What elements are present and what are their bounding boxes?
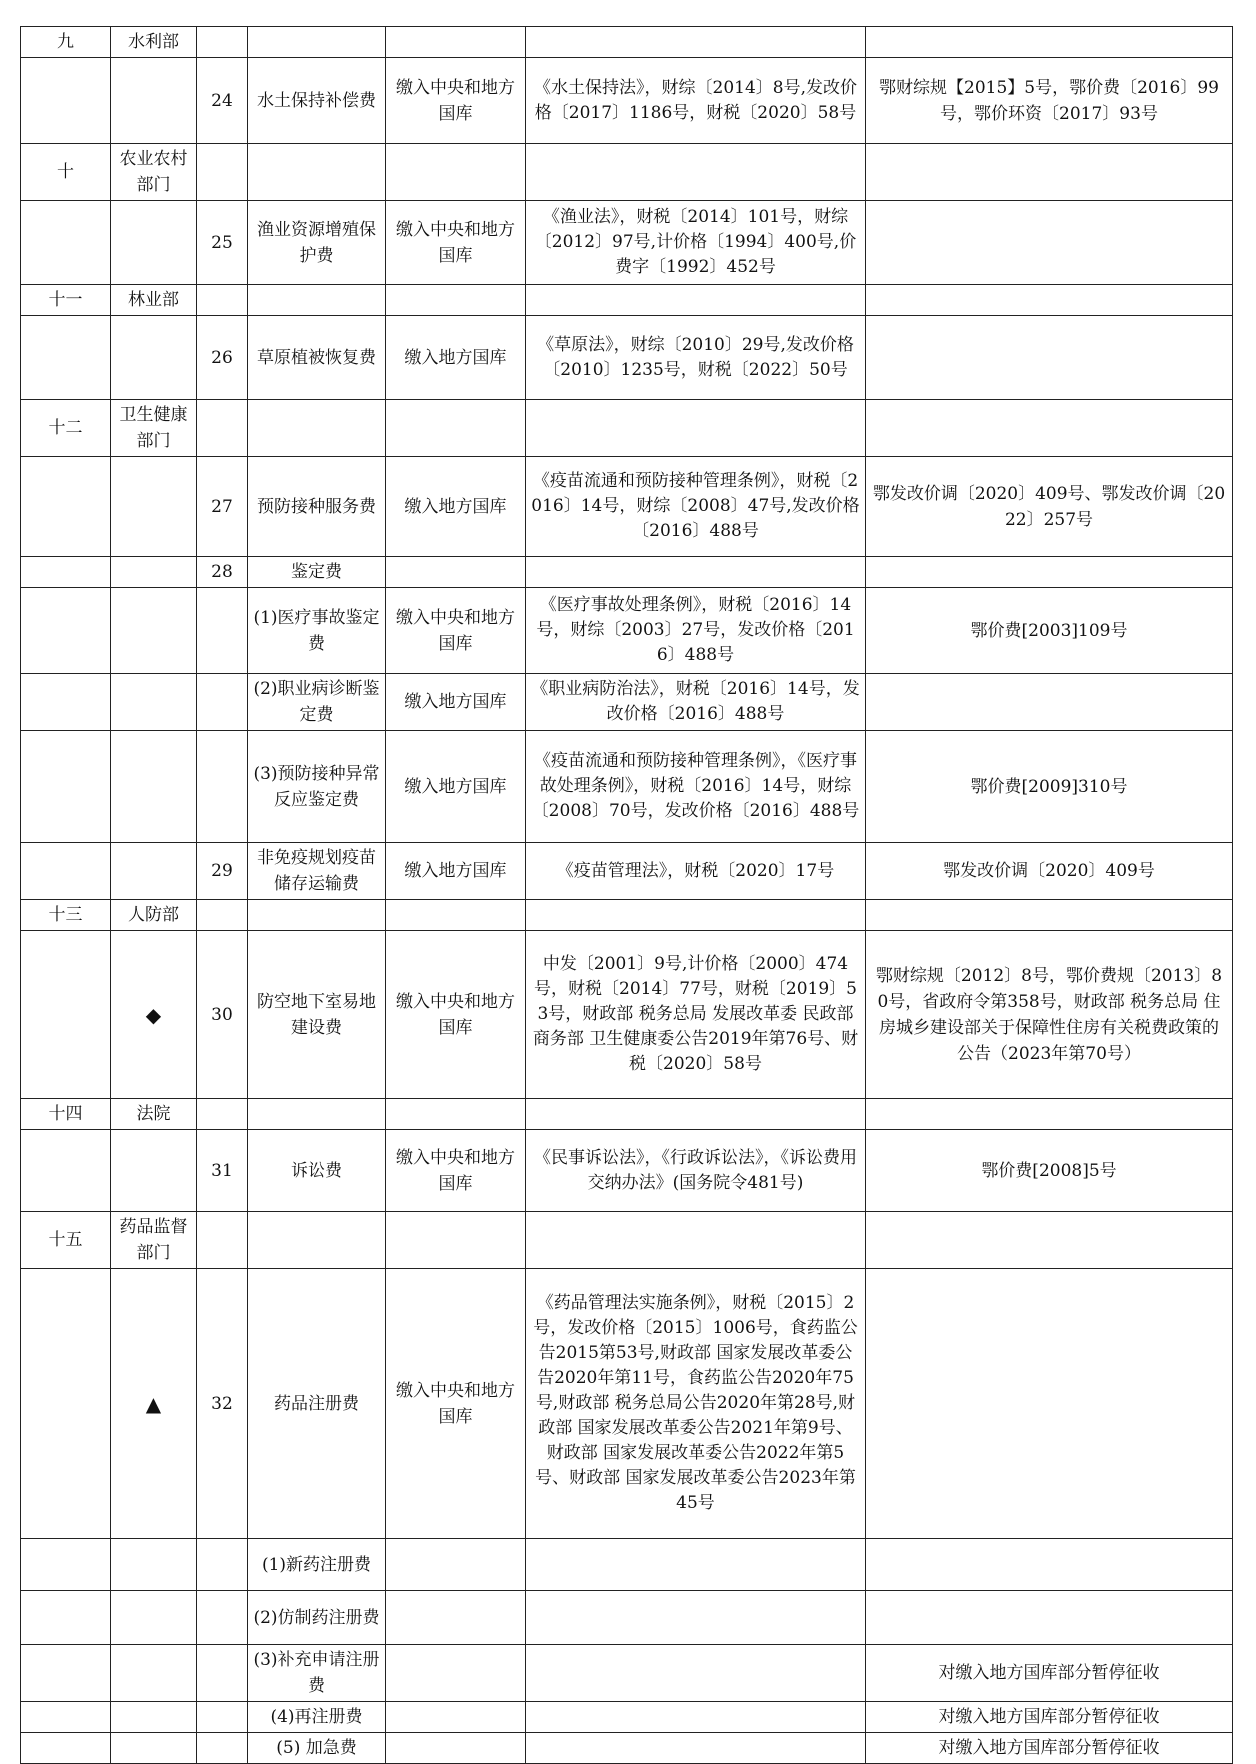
revenue-destination-cell: 缴入中央和地方国库 (386, 1130, 526, 1212)
table-row (21, 900, 1233, 931)
item-number-cell (197, 285, 248, 316)
fee-name-cell: (1)新药注册费 (248, 1539, 386, 1591)
revenue-destination-cell (386, 27, 526, 58)
category-number-cell (21, 1591, 111, 1645)
department-cell: 林业部 (111, 285, 197, 316)
fee-name-cell: (2)仿制药注册费 (248, 1591, 386, 1645)
fee-name-cell (248, 400, 386, 457)
revenue-destination-cell: 缴入中央和地方国库 (386, 58, 526, 144)
table-row (21, 1099, 1233, 1130)
national-basis-cell: 《职业病防治法》，财税〔2016〕14号，发改价格〔2016〕488号 (526, 674, 866, 731)
national-basis-cell: 《水土保持法》，财综〔2014〕8号,发改价格〔2017〕1186号，财税〔2020〕58号 (526, 58, 866, 144)
revenue-destination-cell (386, 1591, 526, 1645)
category-number-cell: 十 (21, 144, 111, 201)
national-basis-cell (526, 1733, 866, 1764)
provincial-basis-cell: 鄂财综规〔2012〕8号，鄂价费规〔2013〕80号，省政府令第358号，财政部 税务总局 住房城乡建设部关于保障性住房有关税费政策的公告（2023年第70号） (866, 931, 1233, 1099)
national-basis-cell (526, 144, 866, 201)
item-number-cell (197, 900, 248, 931)
national-basis-cell (526, 557, 866, 588)
national-basis-cell (526, 27, 866, 58)
table-row (21, 1645, 1233, 1702)
department-cell: 农业农村部门 (111, 144, 197, 201)
revenue-destination-cell (386, 1212, 526, 1269)
fee-name-cell (248, 144, 386, 201)
revenue-destination-cell (386, 1099, 526, 1130)
fee-name-cell: 渔业资源增殖保护费 (248, 201, 386, 285)
category-number-cell: 十二 (21, 400, 111, 457)
provincial-basis-cell (866, 1591, 1233, 1645)
revenue-destination-cell: 缴入中央和地方国库 (386, 931, 526, 1099)
revenue-destination-cell (386, 400, 526, 457)
category-number-cell (21, 457, 111, 557)
table-row (21, 1702, 1233, 1733)
fee-name-cell: 药品注册费 (248, 1269, 386, 1539)
fee-name-cell: 诉讼费 (248, 1130, 386, 1212)
category-number-cell (21, 1539, 111, 1591)
table-row (21, 58, 1233, 144)
revenue-destination-cell (386, 285, 526, 316)
item-number-cell (197, 731, 248, 843)
fee-name-cell: 非免疫规划疫苗储存运输费 (248, 843, 386, 900)
provincial-basis-cell (866, 1269, 1233, 1539)
category-number-cell: 十五 (21, 1212, 111, 1269)
table-row (21, 27, 1233, 58)
fee-name-cell (248, 1212, 386, 1269)
table-body (21, 27, 1233, 1764)
provincial-basis-cell: 对缴入地方国库部分暂停征收 (866, 1702, 1233, 1733)
department-cell (111, 316, 197, 400)
fee-name-cell: (3)补充申请注册费 (248, 1645, 386, 1702)
provincial-basis-cell (866, 1212, 1233, 1269)
category-number-cell: 十三 (21, 900, 111, 931)
category-number-cell: 九 (21, 27, 111, 58)
department-cell: 人防部 (111, 900, 197, 931)
item-number-cell: 30 (197, 931, 248, 1099)
item-number-cell (197, 1591, 248, 1645)
provincial-basis-cell (866, 557, 1233, 588)
category-number-cell (21, 1733, 111, 1764)
table-row (21, 1130, 1233, 1212)
table-row (21, 674, 1233, 731)
national-basis-cell (526, 1645, 866, 1702)
table-row (21, 285, 1233, 316)
department-cell (111, 1702, 197, 1733)
fee-table (20, 26, 1233, 1764)
item-number-cell: 29 (197, 843, 248, 900)
category-number-cell (21, 1269, 111, 1539)
table-row (21, 1539, 1233, 1591)
table-row (21, 843, 1233, 900)
department-cell: 水利部 (111, 27, 197, 58)
item-number-cell (197, 1212, 248, 1269)
provincial-basis-cell: 鄂价费[2009]310号 (866, 731, 1233, 843)
table-row (21, 557, 1233, 588)
fee-name-cell (248, 27, 386, 58)
department-cell (111, 1645, 197, 1702)
national-basis-cell (526, 1212, 866, 1269)
department-cell: 药品监督部门 (111, 1212, 197, 1269)
national-basis-cell: 《疫苗流通和预防接种管理条例》，财税〔2016〕14号，财综〔2008〕47号,发改价格〔2016〕488号 (526, 457, 866, 557)
item-number-cell: 28 (197, 557, 248, 588)
national-basis-cell: 《疫苗流通和预防接种管理条例》，《医疗事故处理条例》，财税〔2016〕14号，财综〔2008〕70号，发改价格〔2016〕488号 (526, 731, 866, 843)
revenue-destination-cell (386, 1702, 526, 1733)
provincial-basis-cell (866, 1539, 1233, 1591)
revenue-destination-cell (386, 1733, 526, 1764)
department-cell (111, 201, 197, 285)
national-basis-cell: 《医疗事故处理条例》，财税〔2016〕14号，财综〔2003〕27号，发改价格〔2016〕488号 (526, 588, 866, 674)
table-row (21, 731, 1233, 843)
item-number-cell (197, 1539, 248, 1591)
national-basis-cell (526, 1539, 866, 1591)
item-number-cell (197, 400, 248, 457)
category-number-cell (21, 843, 111, 900)
department-cell (111, 58, 197, 144)
item-number-cell (197, 588, 248, 674)
department-cell (111, 1539, 197, 1591)
fee-name-cell: 草原植被恢复费 (248, 316, 386, 400)
category-number-cell (21, 201, 111, 285)
provincial-basis-cell: 鄂价费[2008]5号 (866, 1130, 1233, 1212)
revenue-destination-cell (386, 1645, 526, 1702)
item-number-cell: 31 (197, 1130, 248, 1212)
table-row (21, 1591, 1233, 1645)
revenue-destination-cell: 缴入地方国库 (386, 843, 526, 900)
table-row (21, 1269, 1233, 1539)
revenue-destination-cell (386, 557, 526, 588)
revenue-destination-cell: 缴入中央和地方国库 (386, 588, 526, 674)
department-cell (111, 674, 197, 731)
table-row (21, 201, 1233, 285)
revenue-destination-cell (386, 144, 526, 201)
category-number-cell (21, 588, 111, 674)
revenue-destination-cell: 缴入中央和地方国库 (386, 1269, 526, 1539)
fee-name-cell: 水土保持补偿费 (248, 58, 386, 144)
provincial-basis-cell (866, 400, 1233, 457)
department-cell (111, 731, 197, 843)
table-row (21, 1733, 1233, 1764)
category-number-cell (21, 1702, 111, 1733)
provincial-basis-cell: 鄂发改价调〔2020〕409号 (866, 843, 1233, 900)
provincial-basis-cell: 鄂发改价调〔2020〕409号、鄂发改价调〔2022〕257号 (866, 457, 1233, 557)
category-number-cell (21, 731, 111, 843)
national-basis-cell (526, 400, 866, 457)
fee-name-cell: (2)职业病诊断鉴定费 (248, 674, 386, 731)
table-row (21, 588, 1233, 674)
national-basis-cell: 《草原法》，财综〔2010〕29号,发改价格〔2010〕1235号，财税〔2022〕50号 (526, 316, 866, 400)
fee-name-cell: (3)预防接种异常反应鉴定费 (248, 731, 386, 843)
revenue-destination-cell: 缴入地方国库 (386, 674, 526, 731)
item-number-cell: 26 (197, 316, 248, 400)
department-cell (111, 1733, 197, 1764)
provincial-basis-cell (866, 316, 1233, 400)
revenue-destination-cell: 缴入地方国库 (386, 457, 526, 557)
item-number-cell (197, 1702, 248, 1733)
revenue-destination-cell: 缴入地方国库 (386, 316, 526, 400)
item-number-cell: 32 (197, 1269, 248, 1539)
category-number-cell: 十一 (21, 285, 111, 316)
item-number-cell (197, 144, 248, 201)
department-cell (111, 1591, 197, 1645)
provincial-basis-cell (866, 900, 1233, 931)
provincial-basis-cell: 对缴入地方国库部分暂停征收 (866, 1733, 1233, 1764)
national-basis-cell (526, 900, 866, 931)
item-number-cell (197, 1645, 248, 1702)
table-row (21, 316, 1233, 400)
revenue-destination-cell (386, 1539, 526, 1591)
national-basis-cell: 《药品管理法实施条例》，财税〔2015〕2号，发改价格〔2015〕1006号，食药监公告2015第53号,财政部 国家发展改革委公告2020年第11号，食药监公告2020年75号,财政部 税务总局公告2020年第28号,财政部 国家发展改革委公告2021年第9号、财政部 国家发展改革委公告2022年第5号、财政部 国家发展改革委公告2023年第45号 (526, 1269, 866, 1539)
department-cell (111, 457, 197, 557)
national-basis-cell: 《疫苗管理法》，财税〔2020〕17号 (526, 843, 866, 900)
department-cell (111, 1130, 197, 1212)
fee-name-cell: 鉴定费 (248, 557, 386, 588)
revenue-destination-cell (386, 900, 526, 931)
fee-name-cell (248, 900, 386, 931)
table-row (21, 144, 1233, 201)
fee-name-cell (248, 285, 386, 316)
category-number-cell (21, 557, 111, 588)
item-number-cell (197, 27, 248, 58)
provincial-basis-cell (866, 1099, 1233, 1130)
table-row (21, 1212, 1233, 1269)
category-number-cell (21, 1130, 111, 1212)
department-cell: ▲ (111, 1269, 197, 1539)
fee-name-cell: (4)再注册费 (248, 1702, 386, 1733)
national-basis-cell: 《渔业法》，财税〔2014〕101号，财综〔2012〕97号,计价格〔1994〕400号,价费字〔1992〕452号 (526, 201, 866, 285)
fee-name-cell: (1)医疗事故鉴定费 (248, 588, 386, 674)
national-basis-cell (526, 1702, 866, 1733)
item-number-cell (197, 674, 248, 731)
department-cell: ◆ (111, 931, 197, 1099)
category-number-cell (21, 931, 111, 1099)
category-number-cell: 十四 (21, 1099, 111, 1130)
national-basis-cell (526, 285, 866, 316)
provincial-basis-cell (866, 285, 1233, 316)
provincial-basis-cell (866, 27, 1233, 58)
department-cell (111, 588, 197, 674)
fee-name-cell: (5) 加急费 (248, 1733, 386, 1764)
table-row (21, 931, 1233, 1099)
table-row (21, 457, 1233, 557)
provincial-basis-cell: 鄂价费[2003]109号 (866, 588, 1233, 674)
fee-name-cell: 防空地下室易地建设费 (248, 931, 386, 1099)
national-basis-cell: 《民事诉讼法》，《行政诉讼法》，《诉讼费用交纳办法》(国务院令481号) (526, 1130, 866, 1212)
category-number-cell (21, 1645, 111, 1702)
department-cell (111, 843, 197, 900)
item-number-cell: 27 (197, 457, 248, 557)
national-basis-cell (526, 1099, 866, 1130)
revenue-destination-cell: 缴入地方国库 (386, 731, 526, 843)
table-row (21, 400, 1233, 457)
revenue-destination-cell: 缴入中央和地方国库 (386, 201, 526, 285)
department-cell: 卫生健康部门 (111, 400, 197, 457)
item-number-cell: 25 (197, 201, 248, 285)
category-number-cell (21, 316, 111, 400)
national-basis-cell (526, 1591, 866, 1645)
provincial-basis-cell: 鄂财综规【2015】5号，鄂价费〔2016〕99号，鄂价环资〔2017〕93号 (866, 58, 1233, 144)
item-number-cell (197, 1099, 248, 1130)
provincial-basis-cell (866, 201, 1233, 285)
national-basis-cell: 中发〔2001〕9号,计价格〔2000〕474号，财税〔2014〕77号，财税〔2019〕53号，财政部 税务总局 发展改革委 民政部 商务部 卫生健康委公告2019年第76号、财税〔2020〕58号 (526, 931, 866, 1099)
department-cell (111, 557, 197, 588)
provincial-basis-cell: 对缴入地方国库部分暂停征收 (866, 1645, 1233, 1702)
item-number-cell (197, 1733, 248, 1764)
item-number-cell: 24 (197, 58, 248, 144)
category-number-cell (21, 674, 111, 731)
fee-name-cell (248, 1099, 386, 1130)
category-number-cell (21, 58, 111, 144)
fee-name-cell: 预防接种服务费 (248, 457, 386, 557)
provincial-basis-cell (866, 144, 1233, 201)
provincial-basis-cell (866, 674, 1233, 731)
department-cell: 法院 (111, 1099, 197, 1130)
